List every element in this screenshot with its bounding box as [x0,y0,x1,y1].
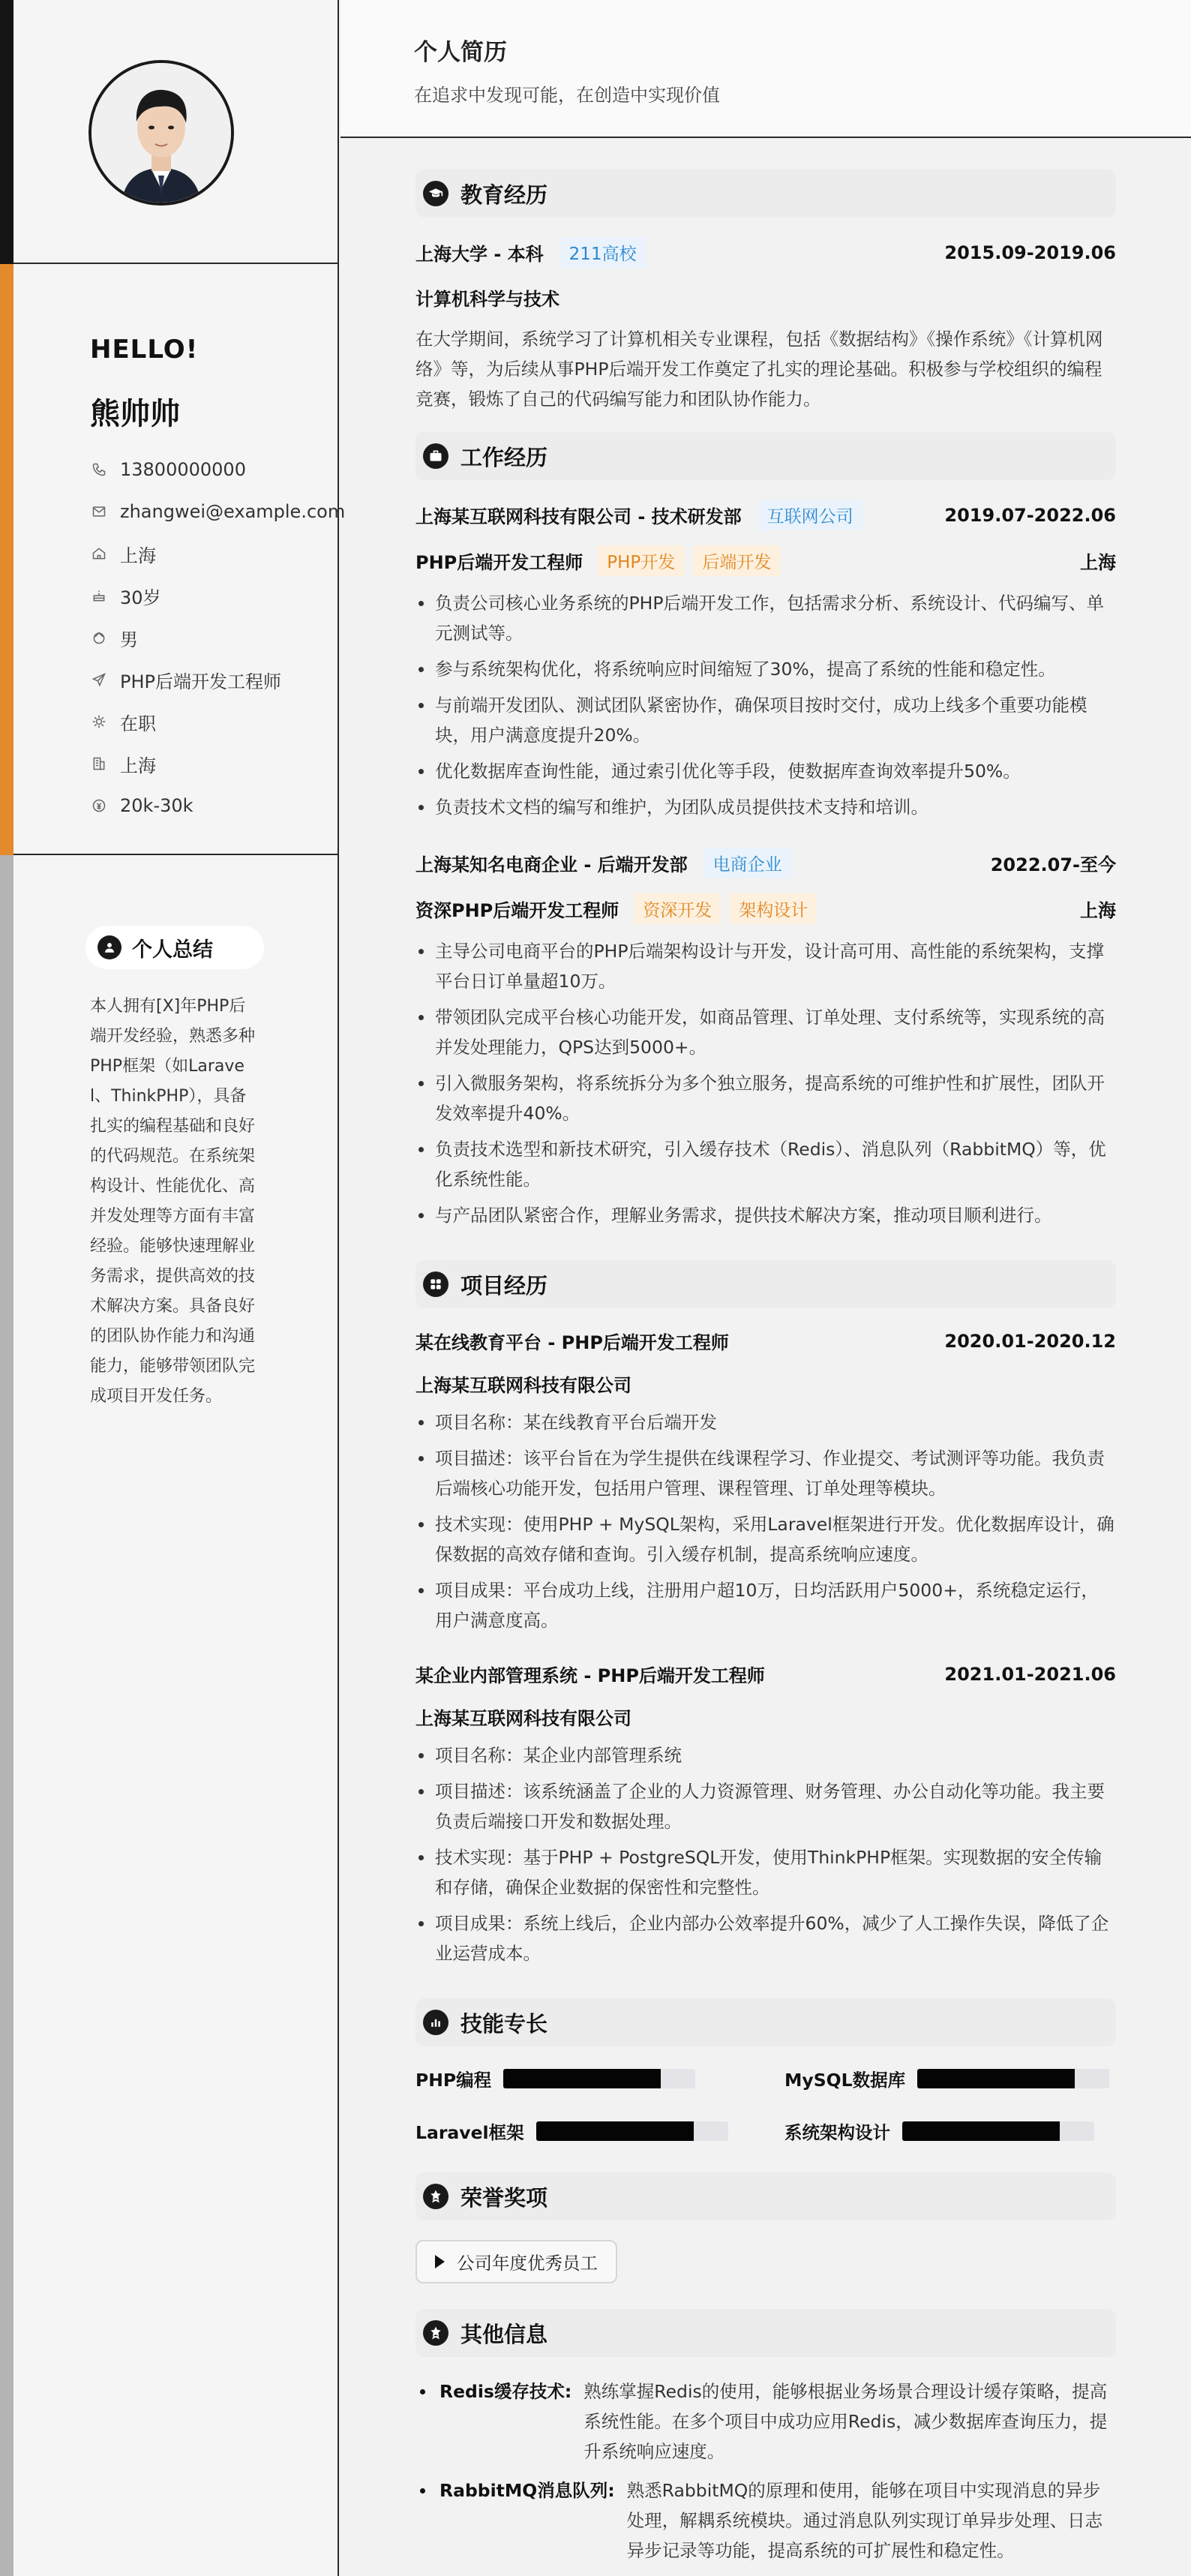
project-detail-item: 项目成果：系统上线后，企业内部办公效率提升60%，减少了人工操作失误，降低了企业运营成本。 [416,1908,1116,1968]
project-details [416,1740,1116,1968]
age-text: 30岁 [120,587,161,608]
sidebar-accent-gray [0,855,14,2576]
resume-title: 个人简历 [414,39,507,66]
skill-bar [917,2069,1109,2088]
skill-label: PHP编程 [416,2070,492,2091]
job-city: 上海 [1080,900,1116,921]
briefcase-icon [423,443,448,469]
project-company: 上海某互联网科技有限公司 [416,1708,632,1729]
building-icon [90,755,108,773]
projects-title: 项目经历 [460,1272,548,1299]
award-icon [423,2184,448,2209]
project-detail-item: 技术实现：使用PHP + MySQL架构，采用Laravel框架进行开发。优化数据库设计，确保数据的高效存储和查询。引入缓存机制，提高系统响应速度。 [416,1509,1116,1569]
other-info-value: 熟悉RabbitMQ的原理和使用，能够在项目中实现消息的异步处理，解耦系统模块。通过消息队列实现订单异步处理、日志异步记录等功能，提高系统的可扩展性和稳定性。 [626,2480,1103,2561]
grid-icon [423,1271,448,1297]
school-name: 上海大学 - 本科 [416,244,544,265]
info-status [90,701,345,743]
status-text: 在职 [120,713,156,734]
award-badge [416,2240,617,2283]
skills-grid [416,2066,1116,2144]
resume-header [340,0,1191,138]
project-detail-item: 项目描述：该平台旨在为学生提供在线课程学习、作业提交、考试测评等功能。我负责后端核心功能开发，包括用户管理、课程管理、订单处理等模块。 [416,1443,1116,1503]
skill-item [416,2118,747,2144]
project-detail-item: 项目描述：该系统涵盖了企业的人力资源管理、财务管理、办公自动化等功能。我主要负责后端接口开发和数据处理。 [416,1776,1116,1836]
other-info-item [416,2475,1116,2565]
job-tag: 后端开发 [693,545,780,576]
summary-text: 本人拥有[X]年PHP后端开发经验，熟悉多种PHP框架（如Laravel、ThinkPHP），具备扎实的编程基础和良好的代码规范。在系统架构设计、性能优化、高并发处理等方面有丰富经验。能够快速理解业务需求，提供高效的技术解决方案。具备良好的团队协作能力和沟通能力，能够带领团队完成项目开发任务。 [90,997,256,1406]
skill-item [784,2066,1116,2091]
duty-item: 优化数据库查询性能，通过索引优化等手段，使数据库查询效率提升50%。 [416,756,1116,786]
duty-item: 负责技术文档的编写和维护，为团队成员提供技术支持和培训。 [416,792,1116,822]
education-row [416,237,1116,268]
candidate-name: 熊帅帅 [90,397,180,431]
major: 计算机科学与技术 [416,289,560,310]
summary-title: 个人总结 [132,938,213,962]
other-section-heading [416,2309,1116,2357]
duty-item: 参与系统架构优化，将系统响应时间缩短了30%，提高了系统的性能和稳定性。 [416,654,1116,684]
sidebar-divider [14,263,338,264]
project-detail-item: 项目名称：某企业内部管理系统 [416,1740,1116,1770]
skill-bar [503,2069,695,2088]
job-entry [416,848,1116,1230]
job-date: 2022.07-至今 [990,854,1116,875]
info-salary [90,785,345,827]
skill-label: 系统架构设计 [784,2122,890,2143]
resume-subtitle: 在追求中发现可能，在创造中实现价值 [414,85,720,106]
info-phone [90,449,345,491]
duty-item: 负责技术选型和新技术研究，引入缓存技术（Redis）、消息队列（RabbitMQ）等，优化系统性能。 [416,1134,1116,1194]
honors-title: 荣誉奖项 [460,2184,548,2211]
gender-icon [90,629,108,647]
skill-bar-fill [503,2069,661,2088]
project-name: 某企业内部管理系统 - PHP后端开发工程师 [416,1665,765,1686]
info-email [90,491,345,533]
job-position: PHP后端开发工程师 [416,552,584,573]
job-company: 上海某知名电商企业 - 后端开发部 [416,854,688,875]
send-icon [90,671,108,689]
summary-heading [86,926,264,969]
duty-item: 负责公司核心业务系统的PHP后端开发工作，包括需求分析、系统设计、代码编写、单元测试等。 [416,588,1116,648]
bar-chart-icon [423,2010,448,2035]
gender-text: 男 [120,629,138,650]
hello-heading: HELLO! [90,335,199,365]
info-location [90,533,345,575]
skill-label: MySQL数据库 [784,2070,906,2091]
project-name: 某在线教育平台 - PHP后端开发工程师 [416,1332,729,1353]
education-section-heading [416,170,1116,218]
other-info-key: RabbitMQ消息队列: [440,2480,615,2501]
user-icon [98,935,122,959]
job-city: 上海 [1080,552,1116,573]
duty-item: 与产品团队紧密合作，理解业务需求，提供技术解决方案，推动项目顺利进行。 [416,1200,1116,1230]
skill-bar [536,2121,728,2141]
status-icon [90,713,108,731]
location-text: 上海 [120,545,156,566]
salary-icon [90,797,108,815]
school-tag: 211高校 [560,237,646,268]
project-company: 上海某互联网科技有限公司 [416,1375,632,1396]
skill-bar-fill [536,2121,694,2141]
main-content [340,0,1191,2576]
job-tag: PHP开发 [598,545,684,576]
work-section-heading [416,432,1116,480]
other-title: 其他信息 [460,2321,548,2347]
sidebar-accent-orange [0,264,14,855]
duty-item: 与前端开发团队、测试团队紧密协作，确保项目按时交付，成功上线多个重要功能模块，用户满意度提升20%。 [416,690,1116,750]
info-gender [90,617,345,659]
job-duties [416,936,1116,1230]
award-label: 公司年度优秀员工 [457,2253,598,2274]
skill-bar-fill [917,2069,1075,2088]
skill-bar [902,2121,1094,2141]
job-tag: 架构设计 [730,893,817,924]
other-info-key: Redis缓存技术: [440,2381,572,2402]
avatar [88,60,234,206]
duty-item: 引入微服务架构，将系统拆分为多个独立服务，提高系统的可维护性和扩展性，团队开发效率提升40%。 [416,1068,1116,1128]
award-icon [423,2320,448,2346]
projects-section-heading [416,1260,1116,1308]
project-details [416,1407,1116,1635]
project-entry [416,1661,1116,1968]
honors-section-heading [416,2172,1116,2220]
project-date: 2021.01-2021.06 [944,1663,1116,1685]
contact-info-list [90,449,345,827]
project-detail-item: 项目成果：平台成功上线，注册用户超10万，日均活跃用户5000+，系统稳定运行，用户满意度高。 [416,1575,1116,1635]
phone-text: 13800000000 [120,459,246,480]
graduation-cap-icon [423,181,448,206]
phone-icon [90,461,108,479]
skill-item [416,2066,747,2091]
job-company-tag: 互联网公司 [758,500,862,530]
info-work-city [90,743,345,785]
project-detail-item: 项目名称：某在线教育平台后端开发 [416,1407,1116,1437]
education-title: 教育经历 [460,182,548,208]
work-title: 工作经历 [460,444,548,470]
job-company-tag: 电商企业 [704,848,791,878]
project-detail-item: 技术实现：基于PHP + PostgreSQL开发，使用ThinkPHP框架。实现数据的安全传输和存储，确保企业数据的保密性和完整性。 [416,1842,1116,1902]
job-entry [416,500,1116,822]
other-info-item [416,2376,1116,2466]
other-info-list [416,2376,1116,2565]
play-icon [435,2255,445,2268]
salary-text: 20k-30k [120,795,194,816]
skill-bar-fill [902,2121,1060,2141]
resume-sections [416,170,1116,2574]
sidebar [0,0,346,2576]
education-description: 在大学期间，系统学习了计算机相关专业课程，包括《数据结构》《操作系统》《计算机网络》等，为后续从事PHP后端开发工作奠定了扎实的理论基础。积极参与学校组织的编程竞赛，锻炼了自己的代码编写能力和团队协作能力。 [416,329,1103,410]
sidebar-divider [14,854,338,855]
position-text: PHP后端开发工程师 [120,671,281,692]
education-date: 2015.09-2019.06 [944,242,1116,263]
skill-item [784,2118,1116,2144]
skill-label: Laravel框架 [416,2122,524,2143]
job-tag: 资深开发 [634,893,721,924]
other-info-value: 熟练掌握Redis的使用，能够根据业务场景合理设计缓存策略，提高系统性能。在多个项目中成功应用Redis，减少数据库查询压力，提升系统响应速度。 [584,2381,1108,2462]
duty-item: 主导公司电商平台的PHP后端架构设计与开发，设计高可用、高性能的系统架构，支撑平台日订单量超10万。 [416,936,1116,996]
skills-title: 技能专长 [460,2010,548,2037]
info-age [90,575,345,617]
job-position: 资深PHP后端开发工程师 [416,900,620,921]
job-duties [416,588,1116,822]
job-date: 2019.07-2022.06 [944,504,1116,526]
cake-icon [90,587,108,605]
skills-section-heading [416,1998,1116,2046]
work-city-text: 上海 [120,755,156,776]
home-icon [90,545,108,563]
sidebar-accent-black [0,0,14,264]
project-date: 2020.01-2020.12 [944,1330,1116,1352]
mail-icon [90,503,108,521]
info-position [90,659,345,701]
project-entry [416,1328,1116,1635]
email-text: zhangwei@example.com [120,501,346,522]
job-company: 上海某互联网科技有限公司 - 技术研发部 [416,506,742,527]
duty-item: 带领团队完成平台核心功能开发，如商品管理、订单处理、支付系统等，实现系统的高并发处理能力，QPS达到5000+。 [416,1002,1116,1062]
